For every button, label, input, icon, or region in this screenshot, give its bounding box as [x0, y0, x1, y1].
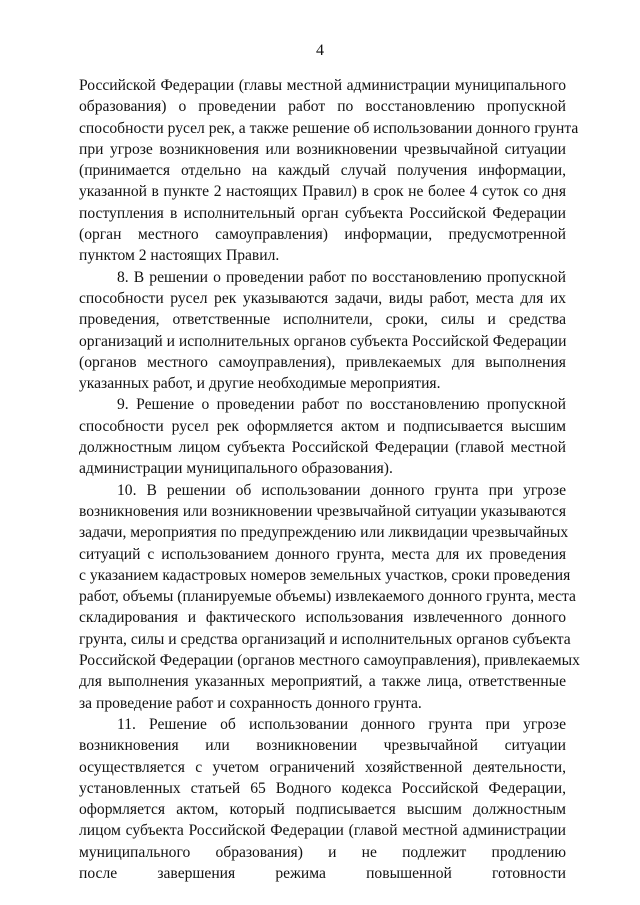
text-line: организаций и исполнительных органов субъекта Российской Федерации: [79, 332, 567, 350]
text-line: способности русел рек оформляется актом и подписывается высшим: [79, 417, 566, 435]
text-line: после завершения режима повышенной готовности: [79, 864, 566, 882]
text-line: поступления в исполнительный орган субъекта Российской Федерации: [79, 204, 566, 222]
text-line: 8. В решении о проведении работ по восстановлению пропускной: [117, 268, 566, 286]
text-line: установленных статьей 65 Водного кодекса Российской Федерации,: [79, 779, 566, 797]
text-line: осуществляется с учетом ограничений хозяйственной деятельности,: [79, 758, 566, 776]
text-line: пунктом 2 настоящих Правил.: [79, 247, 280, 265]
text-line: (орган местного самоуправления) информации, предусмотренной: [79, 226, 566, 244]
paragraph-p-10: [79, 480, 580, 714]
paragraph-p-8: [79, 267, 566, 395]
text-line: при угрозе возникновения или возникновении чрезвычайной ситуации: [79, 140, 566, 158]
text-line: способности русел рек, а также решение об использовании донного грунта: [79, 119, 579, 137]
paragraph-p-cont: [79, 75, 579, 267]
text-line: работ, объемы (планируемые объемы) извлекаемого донного грунта, места: [79, 588, 576, 606]
text-line: 10. В решении об использовании донного грунта при угрозе: [117, 481, 566, 499]
text-line: грунта, силы и средства организаций и исполнительных органов субъекта: [79, 630, 571, 648]
text-line: возникновения или возникновении чрезвычайной ситуации: [79, 737, 566, 755]
page-number: 4: [316, 42, 324, 59]
text-line: для выполнения указанных мероприятий, а также лица, ответственные: [79, 673, 566, 691]
text-line: ситуаций с использованием донного грунта, места для их проведения: [79, 545, 566, 563]
text-line: за проведение работ и сохранность донного грунта.: [79, 694, 422, 712]
text-line: лицом субъекта Российской Федерации (главой местной администрации: [79, 822, 566, 840]
text-line: проведения, ответственные исполнители, сроки, силы и средства: [79, 311, 566, 329]
text-line: способности русел рек указываются задачи, виды работ, места для их: [79, 289, 566, 307]
text-line: задачи, мероприятия по предупреждению или ликвидации чрезвычайных: [79, 524, 569, 542]
text-line: муниципального образования) и не подлежит продлению: [79, 843, 566, 861]
text-line: 9. Решение о проведении работ по восстановлению пропускной: [117, 396, 566, 414]
text-line: администрации муниципального образования).: [79, 460, 393, 478]
text-line: оформляется актом, который подписывается высшим должностным: [79, 801, 566, 819]
text-line: образования) о проведении работ по восстановлению пропускной: [79, 98, 566, 116]
text-line: (органов местного самоуправления), привлекаемых для выполнения: [79, 353, 566, 371]
text-line: указанной в пункте 2 настоящих Правил) в срок не более 4 суток со дня: [79, 183, 566, 201]
text-line: складирования и фактического использования извлеченного донного: [79, 609, 566, 627]
document-body: [79, 75, 580, 884]
text-line: указанных работ, и другие необходимые мероприятия.: [79, 375, 441, 393]
text-line: Российской Федерации (органов местного самоуправления), привлекаемых: [79, 652, 580, 670]
text-line: возникновения или возникновении чрезвычайной ситуации указываются: [79, 502, 566, 520]
paragraph-p-11: [79, 714, 566, 884]
text-line: (принимается отдельно на каждый случай получения информации,: [79, 162, 566, 180]
text-line: 11. Решение об использовании донного грунта при угрозе: [117, 715, 566, 733]
text-line: Российской Федерации (главы местной администрации муниципального: [79, 77, 566, 94]
paragraph-p-9: [79, 394, 566, 479]
text-line: должностным лицом субъекта Российской Федерации (главой местной: [79, 439, 566, 457]
text-line: с указанием кадастровых номеров земельных участков, сроки проведения: [79, 566, 571, 584]
